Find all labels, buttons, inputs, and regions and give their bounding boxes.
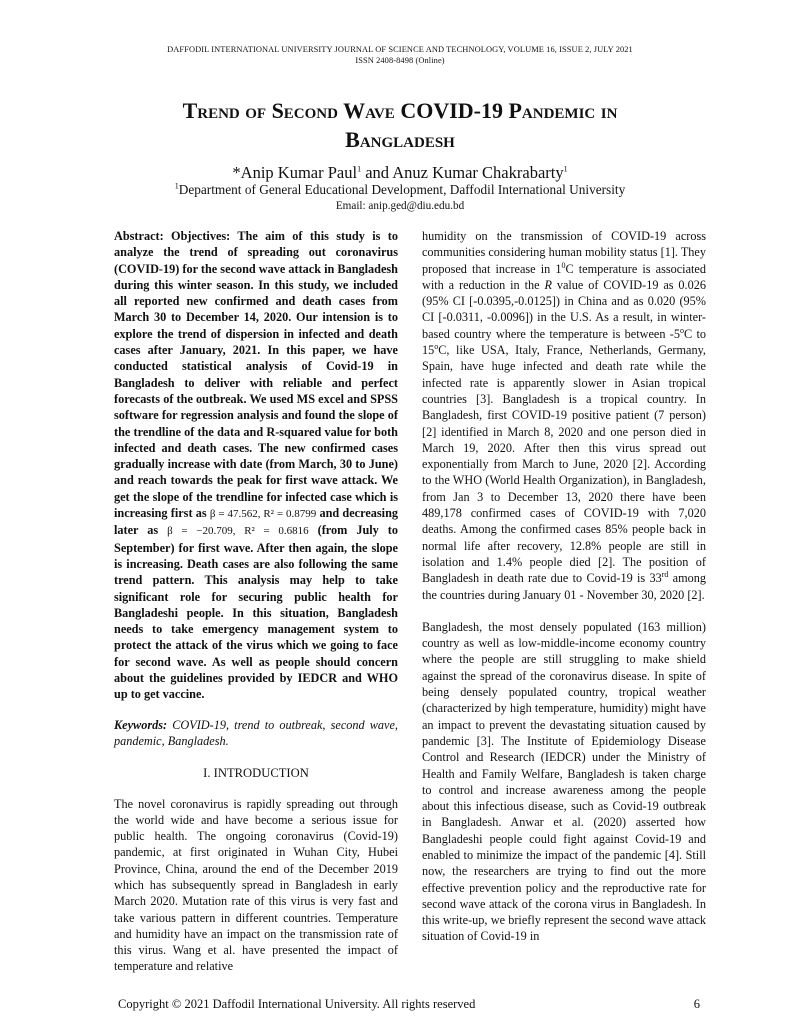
text-run: humidity on the transmission of COVID-19 across communities considering human mobility status [1]. They proposed that increase in 1 — [422, 229, 706, 276]
keywords-label: Keywords: — [114, 717, 168, 732]
left-column — [114, 228, 398, 975]
page-number: 6 — [693, 997, 700, 1011]
title-line-1: Trend of Second Wave COVID-19 Pandemic in — [182, 98, 618, 123]
author-1-sup: 1 — [357, 164, 362, 174]
equation-1: β = 47.562, R² = 0.8799 — [209, 508, 317, 521]
text-run: C temperature is associated with a reduction in the — [422, 261, 706, 292]
abstract — [114, 228, 398, 703]
superscript: o — [680, 325, 684, 335]
equation-2: β = −20.709, R² = 0.6816 — [167, 525, 309, 538]
journal-header — [0, 44, 800, 66]
affiliation — [0, 181, 800, 199]
right-column — [422, 228, 706, 945]
r-symbol: R — [544, 277, 552, 292]
superscript: 0 — [561, 260, 566, 270]
superscript: rd — [661, 570, 669, 580]
text-run: value of COVID-19 as 0.026 (95% CI [-0.0395,-0.0125]) in China and as 0.020 (95% CI [-0.0311, -0.0096]) in the U.S. As a result, in winter-based country where the temperature is between -5 — [422, 277, 706, 341]
copyright: Copyright © 2021 Daffodil International University. All rights reserved — [118, 997, 476, 1011]
text-run: C, like USA, Italy, France, Netherlands, Germany, Spain, have huge infected and death rate while the infected rate is apparently slower in Asian tropical countries [3]. Bangladesh is a tropical country. In Bangladesh, first COVID-19 positive patient (7 person) [2] identified in March 8, 2020 and one person died in March 19, 2020. After then this virus spread out exponentially from March to June, 2020 [2]. According to the WHO (World Health Organization), in Bangladesh, from Jan 3 to December 13, 2020 there have been 489,178 confirmed cases of COVID-19 with 7,020 deaths. Among the confirmed cases 85% people back in normal life after recovery, 12.8% people are still in isolation and 1.4% people died [2]. The position of Bangladesh in death rate due to Covid-19 is 33 — [422, 343, 706, 586]
author-2-sup: 1 — [563, 164, 568, 174]
keywords — [114, 717, 398, 750]
abstract-part-1: Abstract: Objectives: The aim of this study is to analyze the trend of spreading out coronavirus (COVID-19) for the second wave attack in Bangladesh during this winter season. In this study, we included all reported new confirmed and death cases from March 30 to December 14, 2020. Our intension is to explore the trend of dispersion in infected and death cases after January, 2021. In this paper, we have conducted statistical analysis of Covid-19 in Bangladesh to deliver with reliable and perfect forecasts of the outbreak. We used MS excel and SPSS software for regression analysis and found the slope of the trendline of the data and R-squared value for both infected and death cases. The new confirmed cases gradually increase with date (from March, 30 to June) and reach towards the peak for first wave attack. We get the slope of the trendline for infected case which is increasing first as — [114, 229, 398, 521]
author-line — [0, 163, 800, 183]
affiliation-text: Department of General Educational Development, Daffodil International University — [178, 182, 626, 197]
author-2: Anuz Kumar Chakrabarty — [392, 163, 564, 182]
abstract-part-3: (from July to September) for first wave. After then again, the slope is increasing. Death cases are also following the same trend pattern. This analysis may help to take significant role for securing public health for Bangladeshi people. In this situation, Bangladesh needs to take emergency management system to protect the attack of the virus which we going to face for second wave. As well as people should concern about the guidelines provided by IEDCR and WHO up to get vaccine. — [114, 523, 398, 702]
issn-line: ISSN 2408-8498 (Online) — [355, 56, 445, 65]
title-line-2: Bangladesh — [345, 127, 455, 152]
affiliation-sup: 1 — [174, 181, 179, 191]
author-1: *Anip Kumar Paul — [232, 163, 358, 182]
superscript: o — [434, 342, 439, 351]
abstract-part-2: and decreasing later as — [114, 506, 399, 538]
keywords-text: COVID-19, trend to outbreak, second wave, pandemic, Bangladesh. — [114, 717, 398, 748]
section-heading-introduction: I. INTRODUCTION — [203, 766, 309, 781]
email: Email: anip.ged@diu.edu.bd — [335, 200, 465, 212]
journal-line: DAFFODIL INTERNATIONAL UNIVERSITY JOURNAL OF SCIENCE AND TECHNOLOGY, VOLUME 16, ISSUE 2, JULY 2021 — [167, 45, 633, 54]
text-run: C to 15 — [422, 326, 706, 358]
author-conj: and — [361, 163, 393, 182]
text-run: among the countries during January 01 - November 30, 2020 [2]. — [422, 571, 706, 602]
right-paragraph-2: Bangladesh, the most densely populated (163 million) country as well as low-middle-income economy country where the people are still struggling to make shield against the spread of the coronavirus disease. In spite of being densely populated country, tropical weather (characterized by high temperature, humidity) might have an impact to prevent the devastating situation caused by pandemic [3]. The Institute of Epidemiology Disease Control and Research (IEDCR) under the Ministry of Health and Family Welfare, Bangladesh is taken charge to control and increase awareness among the people about this infectious disease, such as Covid-19 outbreak in Bangladesh. Anwar et al. (2020) asserted how Bangladeshi people could fight against Covid-19 and enabled to minimize the impact of the pandemic [4]. Still now, the researchers are trying to find out the more effective prevention policy and the reproductive rate for second wave attack of the corona virus in Bangladesh. In this write-up, we briefly represent the second wave attack situation of Covid-19 in — [422, 619, 706, 944]
footer — [118, 996, 700, 1012]
right-paragraph-1 — [422, 228, 706, 603]
paper-title — [0, 96, 800, 154]
intro-paragraph-1: The novel coronavirus is rapidly spreading out through the world wide and have become a serious issue for public health. The ongoing coronavirus (Covid-19) pandemic, at first originated in Wuhan City, Hubei Province, China, around the end of the December 2019 which has subsequently spread in Bangladesh in early March 2020. Mutation rate of this virus is very fast and take various pattern in different countries. Temperature and humidity have an impact on the transmission rate of this virus. Wang et al. have presented the impact of temperature and relative — [114, 796, 398, 974]
